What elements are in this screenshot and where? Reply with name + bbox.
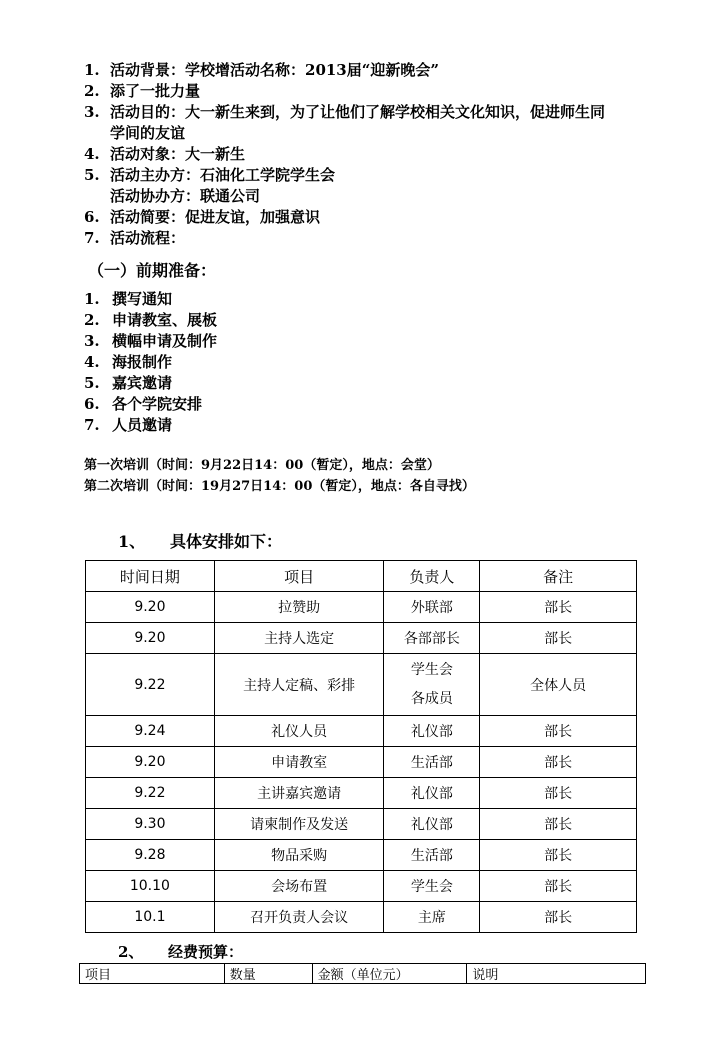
cell-date: 9.30	[86, 809, 215, 840]
schedule-heading-text: 具体安排如下：	[170, 532, 283, 551]
header-note: 备注	[480, 561, 637, 592]
cell-item: 礼仪人员	[214, 716, 384, 747]
schedule-table	[85, 560, 637, 933]
cell-owner: 生活部	[384, 840, 480, 871]
table-header-row	[86, 561, 637, 592]
cell-owner: 外联部	[384, 592, 480, 623]
outline-item: 2. 添了一批力量	[84, 82, 201, 100]
cell-item: 主持人选定	[214, 623, 384, 654]
cell-owner: 主席	[384, 902, 480, 933]
training-info	[84, 455, 704, 497]
cell-item: 主持人定稿、彩排	[214, 654, 384, 716]
cell-owner-line: 各成员	[410, 690, 453, 707]
cell-item: 召开负责人会议	[214, 902, 384, 933]
prep-item: 6. 各个学院安排	[84, 395, 203, 413]
schedule-heading-num: 1、	[118, 532, 146, 551]
cell-owner: 礼仪部	[384, 716, 480, 747]
table-row	[86, 654, 637, 716]
outline-item-continuation: 活动协办方：联通公司	[110, 187, 261, 205]
prep-item: 1. 撰写通知	[84, 290, 173, 308]
cell-note: 部长	[480, 840, 637, 871]
cell-owner: 各部部长	[384, 623, 480, 654]
prep-item: 5. 嘉宾邀请	[84, 374, 173, 392]
cell-note: 部长	[480, 623, 637, 654]
cell-date: 9.20	[86, 747, 215, 778]
cell-note: 全体人员	[480, 654, 637, 716]
table-row	[86, 716, 637, 747]
cell-date: 9.20	[86, 592, 215, 623]
table-row	[86, 623, 637, 654]
cell-date: 9.20	[86, 623, 215, 654]
outline-item-continuation: 学间的友谊	[110, 124, 186, 142]
outline-item: 6. 活动简要：促进友谊，加强意识	[84, 208, 321, 226]
header-owner: 负责人	[384, 561, 480, 592]
cell-owner-line: 学生会	[410, 661, 453, 678]
outline-item: 1. 活动背景：学校增活动名称：2013届“迎新晚会”	[84, 61, 440, 79]
budget-table	[79, 963, 646, 984]
header-item: 项目	[214, 561, 384, 592]
cell-date: 10.10	[86, 871, 215, 902]
training-line: 第一次培训（时间：9月22日14：00（暂定），地点：会堂）	[84, 458, 440, 473]
table-row	[86, 778, 637, 809]
cell-item: 主讲嘉宾邀请	[214, 778, 384, 809]
prep-list	[84, 289, 484, 436]
table-row	[86, 747, 637, 778]
cell-item: 拉赞助	[214, 592, 384, 623]
cell-item: 物品采购	[214, 840, 384, 871]
table-row	[86, 902, 637, 933]
budget-header-qty: 数量	[224, 964, 312, 984]
cell-note: 部长	[480, 747, 637, 778]
cell-date: 10.1	[86, 902, 215, 933]
cell-owner: 生活部	[384, 747, 480, 778]
prep-item: 4. 海报制作	[84, 353, 173, 371]
cell-item: 会场布置	[214, 871, 384, 902]
header-date: 时间日期	[86, 561, 215, 592]
table-row	[86, 871, 637, 902]
budget-header-amount: 金额（单位元）	[312, 964, 467, 984]
table-row	[86, 840, 637, 871]
prep-item: 2. 申请教室、展板	[84, 311, 218, 329]
cell-note: 部长	[480, 716, 637, 747]
schedule-heading	[118, 529, 282, 552]
budget-header-item: 项目	[80, 964, 225, 984]
budget-heading	[118, 941, 243, 962]
cell-item: 申请教室	[214, 747, 384, 778]
outline-item: 4. 活动对象：大一新生	[84, 145, 246, 163]
cell-note: 部长	[480, 902, 637, 933]
prep-item: 7. 人员邀请	[84, 416, 173, 434]
training-line: 第二次培训（时间：19月27日14：00（暂定），地点：各自寻找）	[84, 479, 475, 494]
budget-heading-num: 2、	[118, 943, 144, 961]
cell-date: 9.22	[86, 778, 215, 809]
outline-item: 7. 活动流程：	[84, 229, 186, 247]
outline-item: 5. 活动主办方：石油化工学院学生会	[84, 166, 336, 184]
cell-note: 部长	[480, 809, 637, 840]
cell-note: 部长	[480, 778, 637, 809]
budget-header-desc: 说明	[467, 964, 646, 984]
table-row	[86, 809, 637, 840]
cell-date: 9.24	[86, 716, 215, 747]
budget-heading-text: 经费预算：	[168, 943, 244, 961]
cell-owner: 礼仪部	[384, 778, 480, 809]
prep-item: 3. 横幅申请及制作	[84, 332, 218, 350]
prep-heading: （一）前期准备：	[88, 261, 217, 280]
cell-note: 部长	[480, 592, 637, 623]
cell-date: 9.22	[86, 654, 215, 716]
cell-item: 请柬制作及发送	[214, 809, 384, 840]
cell-date: 9.28	[86, 840, 215, 871]
outline-list	[84, 60, 684, 249]
outline-item: 3. 活动目的：大一新生来到，为了让他们了解学校相关文化知识，促进师生同	[84, 103, 606, 121]
cell-note: 部长	[480, 871, 637, 902]
cell-owner	[384, 654, 480, 716]
budget-header-row	[80, 964, 646, 984]
cell-owner: 礼仪部	[384, 809, 480, 840]
cell-owner: 学生会	[384, 871, 480, 902]
table-row	[86, 592, 637, 623]
